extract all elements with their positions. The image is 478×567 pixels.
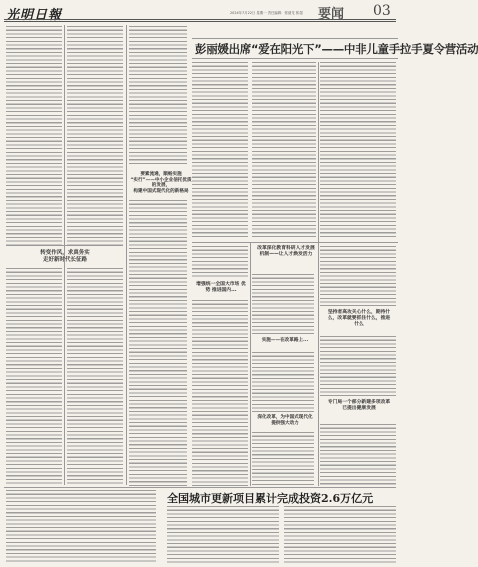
- column-4-text-c: [192, 300, 248, 486]
- headline-right-d: 深化改革，为中国式现代化提供强大动力: [257, 415, 313, 426]
- column-divider: [126, 25, 127, 485]
- banner-rule-top: [192, 38, 398, 39]
- banner-rule-bottom: [192, 58, 398, 59]
- column-5-text: [252, 62, 316, 238]
- page-number: 03: [373, 3, 391, 19]
- dateline: 2024年7月22日 星期一 责任编辑：郭绪龙 郭超: [230, 11, 303, 15]
- column-3-text-top: [129, 26, 187, 166]
- column-6-text: [320, 62, 396, 238]
- column-4-text: [192, 62, 248, 238]
- headline-mid-a: 要素流通，顺畅实施 “实行”——中小企业信托优质的发展， 构建中国式现代化的新格局: [130, 172, 192, 195]
- column-2-text-top: [67, 26, 123, 248]
- column-6-text-c: [320, 336, 396, 396]
- column-divider: [318, 62, 319, 486]
- headline-right-a: 改革深化教育科研人才发展机制——让人才焕发活力: [257, 246, 315, 257]
- bottom-headline: 全国城市更新项目累计完成投资2.6万亿元: [167, 492, 374, 505]
- masthead-rule-thin: [4, 21, 396, 22]
- column-6-text-b: [320, 246, 396, 306]
- bottom-text-left: [6, 490, 156, 564]
- column-divider: [250, 242, 251, 486]
- newspaper-logo: 光明日報: [6, 8, 63, 23]
- column-1-text-top: [6, 26, 62, 248]
- bottom-text-mid: [167, 506, 279, 564]
- bottom-divider: [4, 487, 396, 488]
- column-3-text-bottom: [129, 200, 187, 486]
- banner-headline: 彭丽媛出席“爱在阳光下”——中非儿童手拉手夏令营活动: [195, 42, 478, 56]
- headline-right-f: 专门局一个部分新建多项改革已提出健康发展: [327, 400, 391, 411]
- column-5-text-b: [252, 274, 314, 334]
- column-1-text-bottom: [6, 268, 62, 486]
- section-title: 要闻: [318, 7, 345, 22]
- section-divider: [192, 242, 398, 243]
- headline-right-e: 坚持者高攻关心什么，期待什么，改革就要抓住什么，推进什么: [327, 310, 391, 327]
- column-5-text-c: [252, 352, 314, 412]
- left-divider: [6, 245, 123, 246]
- headline-right-c: 实施——在改革路上...: [261, 338, 309, 343]
- masthead-rule: [4, 19, 396, 20]
- column-5-text-d: [252, 432, 314, 486]
- headline-mid-b: 增强统一全国大市场 优势 推进国内...: [196, 282, 246, 293]
- column-2-text-bottom: [67, 268, 123, 486]
- column-4-text-b: [192, 246, 248, 278]
- headline-left-a: 转变作风，求真务实 走好新时代长征路: [40, 250, 90, 263]
- bottom-text-right: [284, 506, 396, 564]
- column-6-text-d: [320, 424, 396, 486]
